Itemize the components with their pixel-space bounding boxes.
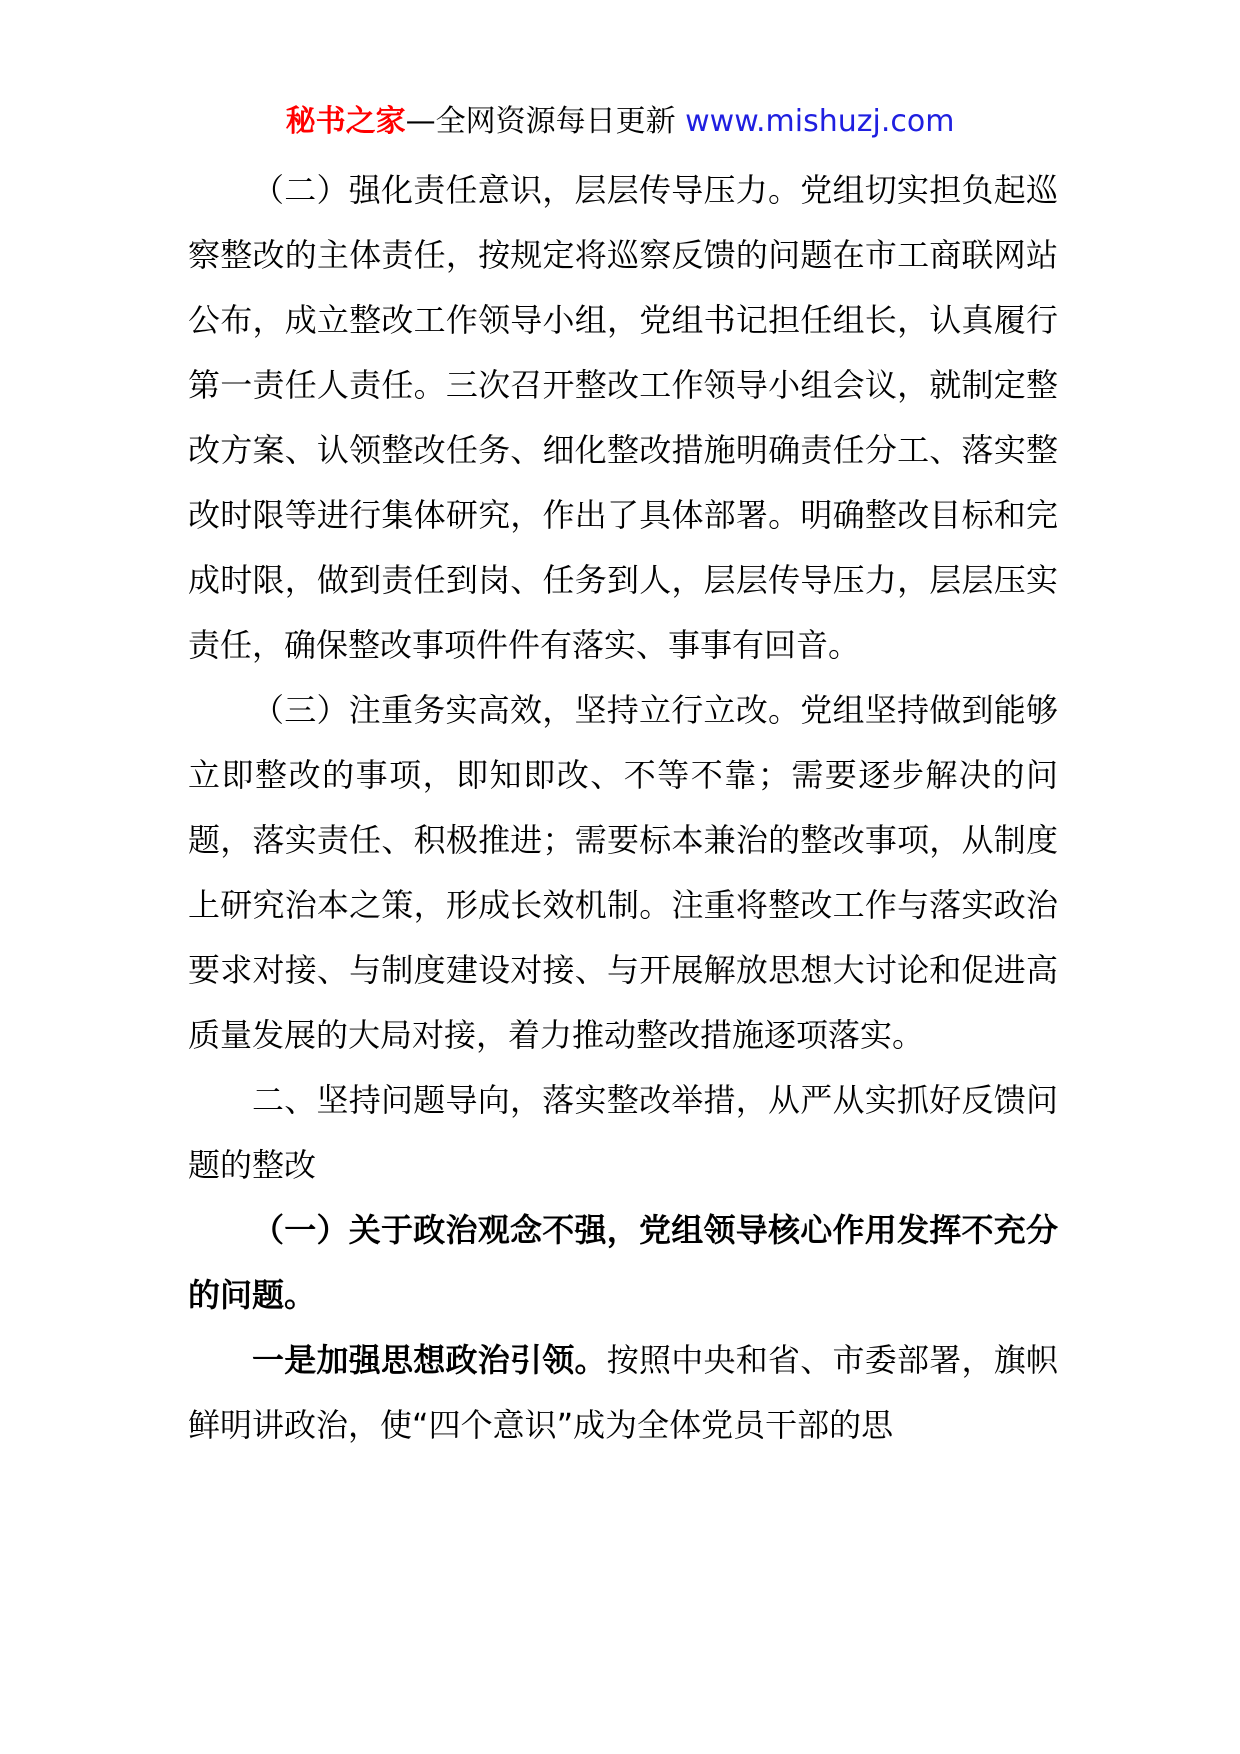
paragraph-text: （三）注重务实高效，坚持立行立改。党组坚持做到能够立即整改的事项，即知即改、不等不靠；需要逐步解决的问题，落实责任、积极推进；需要标本兼治的整改事项，从制度上研究治本之策，形成长效机制。注重将整改工作与落实政治要求对接、与制度建设对接、与开展解放思想大讨论和促进高质量发展的大局对接，着力推动整改措施逐项落实。 bbox=[188, 691, 1058, 1054]
paragraph-efficiency bbox=[188, 678, 1058, 1068]
site-slogan: —全网资源每日更新 bbox=[405, 104, 676, 139]
heading-text: （一）关于政治观念不强，党组领导核心作用发挥不充分的问题。 bbox=[188, 1211, 1058, 1314]
heading-text: 二、坚持问题导向，落实整改举措，从严从实抓好反馈问题的整改 bbox=[188, 1081, 1058, 1184]
paragraph-text: 按照中央和省、市委部署，旗帜鲜明讲政治，使“四个意识”成为全体党员干部的思 bbox=[188, 1341, 1058, 1444]
site-url-link[interactable]: www.mishuzj.com bbox=[685, 104, 955, 139]
subsection-heading-political bbox=[188, 1198, 1058, 1328]
site-brand: 秘书之家 bbox=[285, 104, 406, 139]
section-heading-problem-oriented bbox=[188, 1068, 1058, 1198]
paragraph-lead: 一是加强思想政治引领。 bbox=[252, 1341, 607, 1379]
paragraph-responsibility bbox=[188, 158, 1058, 678]
paragraph-political-guidance bbox=[188, 1328, 1058, 1458]
paragraph-text: （二）强化责任意识，层层传导压力。党组切实担负起巡察整改的主体责任，按规定将巡察反馈的问题在市工商联网站公布，成立整改工作领导小组，党组书记担任组长，认真履行第一责任人责任。三次召开整改工作领导小组会议，就制定整改方案、认领整改任务、细化整改措施明确责任分工、落实整改时限等进行集体研究，作出了具体部署。明确整改目标和完成时限，做到责任到岗、任务到人，层层传导压力，层层压实责任，确保整改事项件件有落实、事事有回音。 bbox=[188, 171, 1058, 664]
document-body bbox=[188, 158, 1058, 1458]
site-header bbox=[0, 100, 1240, 144]
